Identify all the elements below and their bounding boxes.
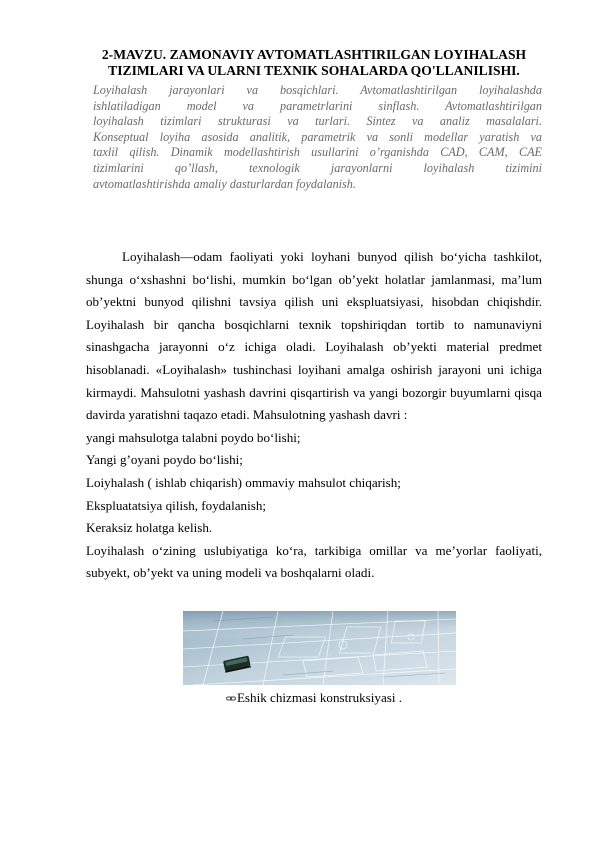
abstract-line: loyihalash tizimlari strukturasi va turlari. Sintez va analiz masalalari. [93, 114, 542, 129]
abstract-line: tizimlarini qo’llash, texnologik jarayonlarni loyihalash tizimini [93, 160, 542, 175]
list-item: Yangi g’oyani poydo bo‘lishi; [86, 452, 243, 468]
title-line-1: 2-MAVZU. ZAMONAVIY AVTOMATLASHTIRILGAN LOYIHALASH [101, 47, 527, 62]
topic-abstract [93, 83, 542, 192]
caption-text: Eshik chizmasi konstruksiyasi . [236, 690, 403, 705]
title-line-2: TIZIMLARI VA ULARNI TEXNIK SOHALARDA QO'LLANILISHI. [108, 62, 520, 78]
figure-caption [86, 690, 542, 706]
page-title [86, 47, 542, 78]
list-item: Ekspluatatsiya qilish, foydalanish; [86, 497, 267, 513]
list-item: yangi mahsulotga talabni poydo bo‘lishi; [86, 429, 301, 445]
abstract-line: Loyihalash jarayonlari va bosqichlari. Avtomatlashtirilgan loyihalashda [93, 83, 542, 97]
link-icon [226, 691, 236, 700]
body-text [86, 246, 542, 585]
list-item: Keraksiz holatga kelish. [86, 520, 213, 536]
closing-paragraph: Loyihalash o‘zining uslubiyatiga ko‘ra, tarkibiga omillar va me’yorlar faoliyati, subyekt, ob’yekt va uning modeli va boshqalarni oladi. [86, 542, 542, 581]
list-item: Loiyhalash ( ishlab chiqarish) ommaviy mahsulot chiqarish; [86, 474, 401, 490]
abstract-line: Konseptual loyiha asosida analitik, parametrik va sonli modellar yaratish va [93, 129, 542, 144]
abstract-line: avtomatlashtirishda amaliy dasturlardan foydalanish. [93, 176, 356, 191]
door-drawing-photo [183, 611, 456, 685]
abstract-line: ishlatiladigan model va parametrlarini sinflash. Avtomatlashtirilgan [93, 98, 542, 113]
abstract-line: taxlil qilish. Dinamik modellashtirish usullarini o’rganishda CAD, CAM, CAE [93, 145, 542, 160]
intro-paragraph: Loyihalash—odam faoliyati yoki loyhani bunyod qilish bo‘yicha tashkilot, shunga o‘xshashni bo‘lishi, mumkin bo‘lgan ob’yekt holatlar jamlanmasi, ma’lum ob’yektni bunyod qilishni tavsiya qilish uni ekspluatsiyasi, hisobdan chiqishdir. Loyihalash bir qancha bosqichlarni texnik topshiriqdan tortib to namunaviyni sinashgacha jarayonni o‘z ichiga oladi. Loyihalash ob’yekti material predmet hisoblanadi. «Loyihalash» tushinchasi loyihani amalga oshirish jarayoni uni ichiga kirmaydi. Mahsulotni yashash davrini qisqartirish va yangi bozorgir buyumlarni qisqa davirda yaratishni taqazo etadi. Mahsulotning yashash davri : [86, 249, 542, 423]
